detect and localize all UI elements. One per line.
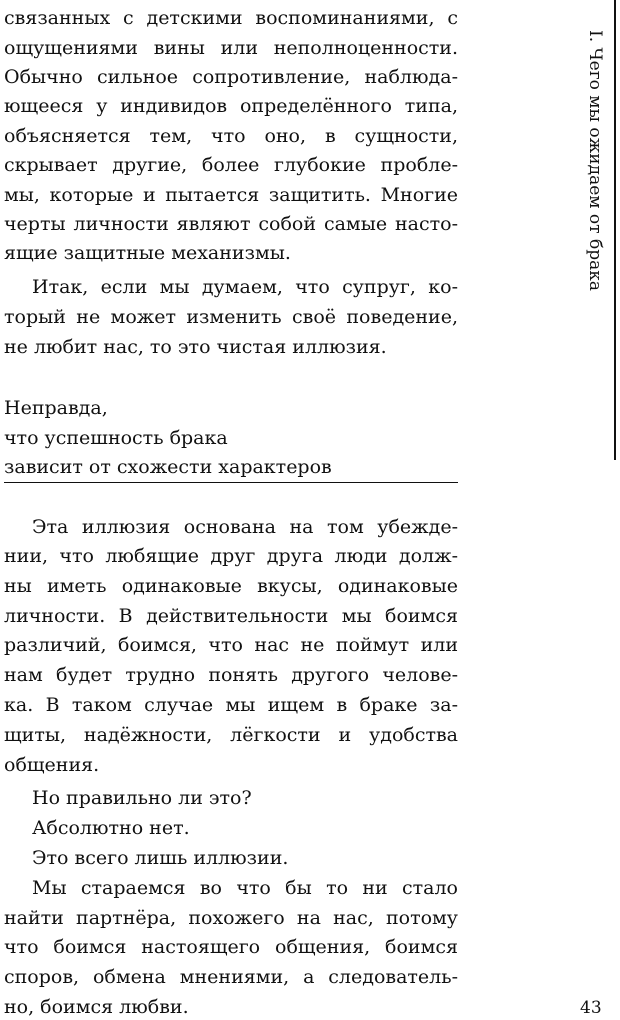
text-line: Обычно сильное сопротивление, наблюда- xyxy=(4,66,458,88)
text-line: споров, обмена мнениями, а следователь- xyxy=(4,966,458,988)
text-line: ны иметь одинаковые вкусы, одинаковые xyxy=(4,575,458,597)
running-head: I. Чего мы ожидаем от брака xyxy=(585,30,605,291)
page-number: 43 xyxy=(580,998,602,1018)
text-line: общения. xyxy=(4,754,100,776)
text-line: но, боимся любви. xyxy=(4,996,189,1018)
text-line: что боимся настоящего общения, боимся xyxy=(4,936,458,958)
section-heading-line: Неправда, xyxy=(4,397,108,419)
text-line: личности. В действительности мы боимся xyxy=(4,605,458,627)
text-line: черты личности являют собой самые насто- xyxy=(4,213,458,235)
text-line: связанных с детскими воспоминаниями, с xyxy=(4,7,458,29)
text-line: мы, которые и пытается защитить. Многие xyxy=(4,184,458,206)
text-line: найти партнёра, похожего на нас, потому xyxy=(4,907,458,929)
section-heading-line: зависит от схожести характеров xyxy=(4,456,332,478)
heading-underline xyxy=(4,482,458,483)
text-line: Мы стараемся во что бы то ни стало xyxy=(32,877,458,899)
text-line: ка. В таком случае мы ищем в браке за- xyxy=(4,694,458,716)
section-heading-line: что успешность брака xyxy=(4,427,228,449)
text-line: ящие защитные механизмы. xyxy=(4,242,291,264)
text-line: Итак, если мы думаем, что супруг, ко- xyxy=(32,276,458,298)
text-line: не любит нас, то это чистая иллюзия. xyxy=(4,336,387,358)
text-line: Эта иллюзия основана на том убежде- xyxy=(32,516,458,538)
text-line: Но правильно ли это? xyxy=(32,787,252,809)
text-line: объясняется тем, что оно, в сущности, xyxy=(4,125,458,147)
text-line: Это всего лишь иллюзии. xyxy=(32,847,289,869)
text-line: скрывает другие, более глубокие пробле- xyxy=(4,154,458,176)
text-line: Абсолютно нет. xyxy=(32,817,190,839)
text-line: ющееся у индивидов определённого типа, xyxy=(4,95,458,117)
text-line: нии, что любящие друг друга люди долж- xyxy=(4,545,458,567)
text-line: щиты, надёжности, лёгкости и удобства xyxy=(4,724,458,746)
text-line: различий, боимся, что нас не поймут или xyxy=(4,634,458,656)
side-rule xyxy=(614,0,616,460)
text-line: ощущениями вины или неполноценности. xyxy=(4,37,458,59)
text-line: торый не может изменить своё поведение, xyxy=(4,306,458,328)
text-line: нам будет трудно понять другого челове- xyxy=(4,664,458,686)
